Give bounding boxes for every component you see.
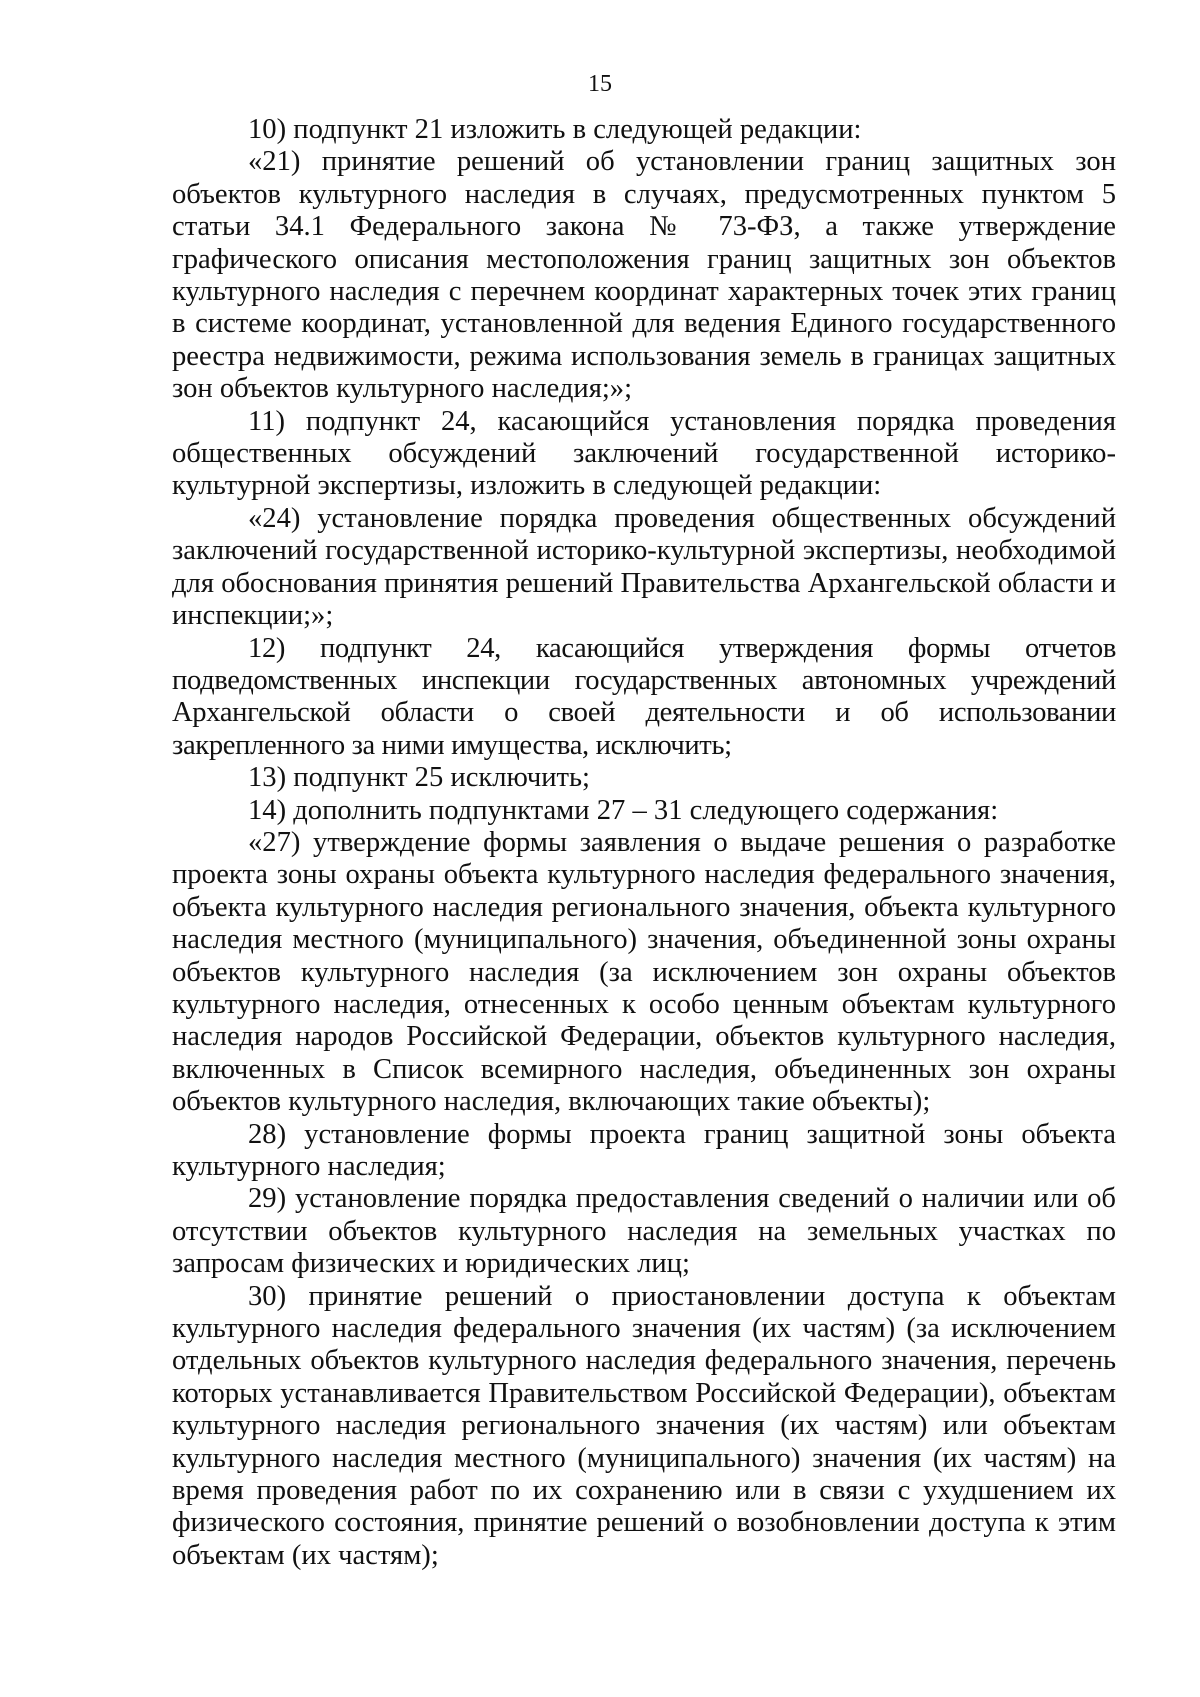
- paragraph-item-12: 12) подпункт 24, касающийся утверждения формы отчетов подведомственных инспекции государственных автономных учреждений Архангельской области о своей деятельности и об использовании закрепленного за ними имущества, исключить;: [172, 632, 1116, 761]
- paragraph-subitem-27: «27) утверждение формы заявления о выдаче решения о разработке проекта зоны охраны объекта культурного наследия федерального значения, объекта культурного наследия регионального значения, объекта культурного наследия местного (муниципального) значения, объединенной зоны охраны объектов культурного наследия (за исключением зон охраны объектов культурного наследия, отнесенных к особо ценным объектам культурного наследия народов Российской Федерации, объектов культурного наследия, включенных в Список всемирного наследия, объединенных зон охраны объектов культурного наследия, включающих такие объекты);: [172, 826, 1116, 1118]
- paragraph-subitem-28: 28) установление формы проекта границ защитной зоны объекта культурного наследия;: [172, 1118, 1116, 1182]
- paragraph-item-13: 13) подпункт 25 исключить;: [248, 762, 590, 794]
- page-number: 15: [588, 71, 612, 97]
- paragraph-item-10: 10) подпункт 21 изложить в следующей редакции:: [248, 114, 862, 145]
- paragraph-subitem-29: 29) установление порядка предоставления сведений о наличии или об отсутствии объектов культурного наследия на земельных участках по запросам физических и юридических лиц;: [172, 1183, 1116, 1280]
- paragraph-subitem-30: 30) принятие решений о приостановлении доступа к объектам культурного наследия федерального значения (их частям) (за исключением отдельных объектов культурного наследия федерального значения, перечень которых устанавливается Правительством Российской Федерации), объектам культурного наследия регионального значения (их частям) или объектам культурного наследия местного (муниципального) значения (их частям) на время проведения работ по их сохранению или в связи с ухудшением их физического состояния, принятие решений о возобновлении доступа к этим объектам (их частям);: [172, 1280, 1116, 1571]
- document-body: [172, 114, 1116, 1572]
- paragraph-item-11: 11) подпункт 24, касающийся установления порядка проведения общественных обсуждений заключений государственной историко-культурной экспертизы, изложить в следующей редакции:: [172, 405, 1116, 502]
- paragraph-item-14: 14) дополнить подпунктами 27 – 31 следующего содержания:: [248, 794, 999, 826]
- paragraph-subitem-21-text: «21) принятие решений об установлении границ защитных зон объектов культурного наследия в случаях, предусмотренных пунктом 5 статьи 34.1 Федерального закона № 73-ФЗ, а также утверждение графического описания местоположения границ защитных зон объектов культурного наследия с перечнем координат характерных точек этих границ в системе координат, установленной для ведения Единого государственного реестра недвижимости, режима использования земель в границах защитных зон объектов культурного наследия;»;: [172, 146, 1116, 405]
- paragraph-subitem-24-text: «24) установление порядка проведения общественных обсуждений заключений государственной историко-культурной экспертизы, необходимой для обоснования принятия решений Правительства Архангельской области и инспекции;»;: [172, 502, 1116, 632]
